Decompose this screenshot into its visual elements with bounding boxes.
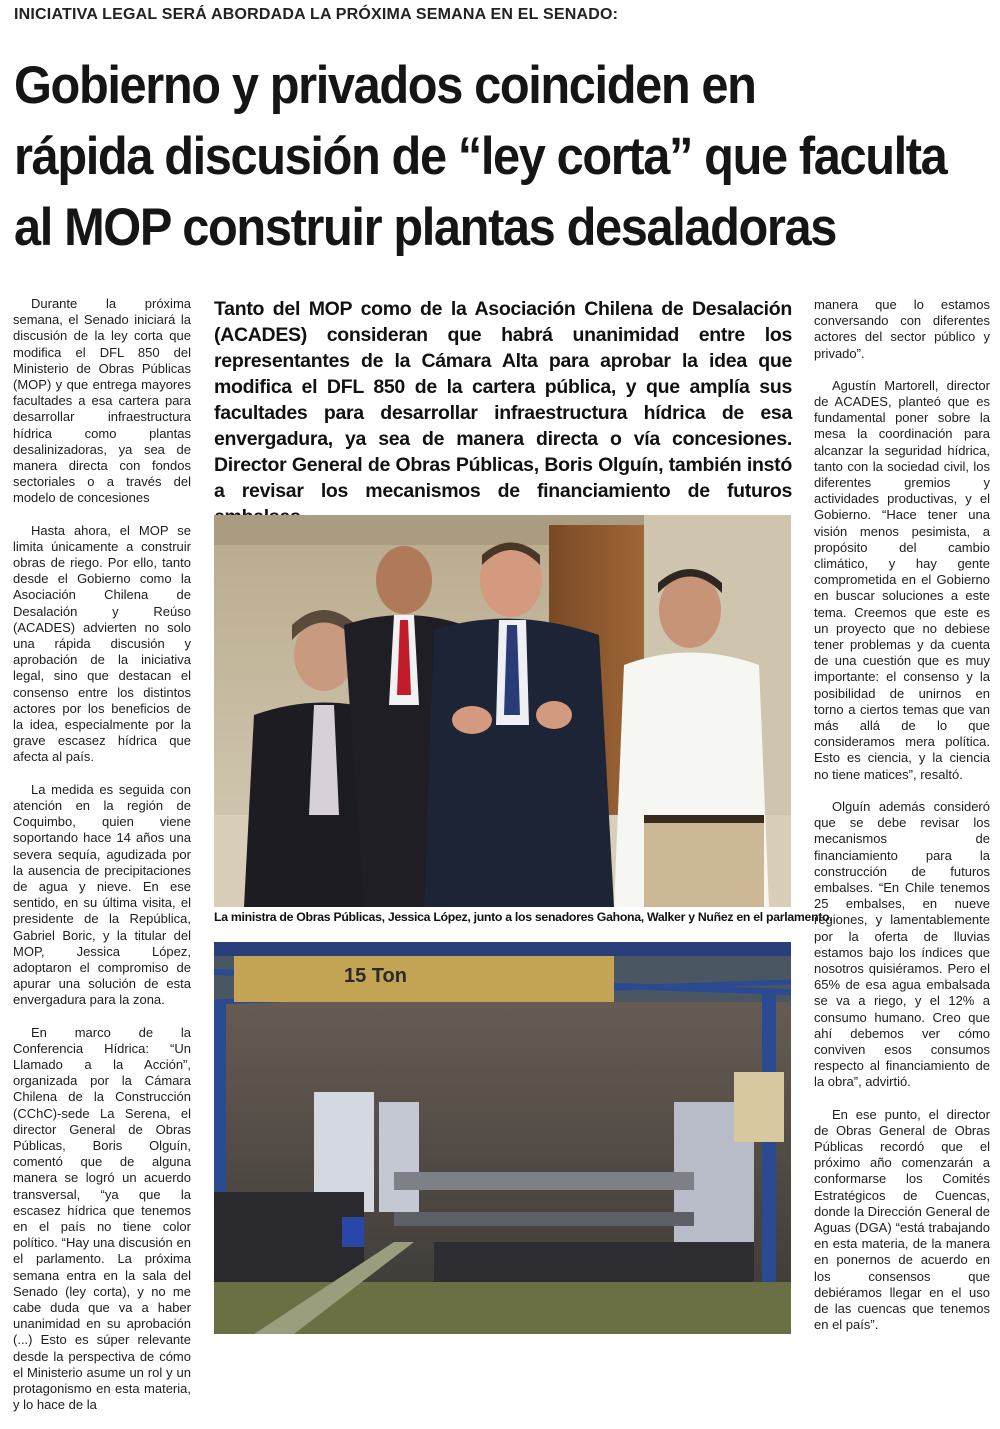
headline-line-3: al MOP construir plantas desaladoras <box>14 198 836 257</box>
right-paragraph-4: En ese punto, el director de Obras General de Obras Públicas recordó que el próximo año comenzarán a conformarse los Comités Estratégicos de Cuencas, donde la Dirección General de Aguas (DGA) “está trabajando en esta materia, de la manera en ponernos de acuerdo en los consensos que debiéramos llegar en el uso de las cuencas que tenemos en el país”. <box>814 1106 990 1333</box>
left-paragraph-2: Hasta ahora, el MOP se limita únicamente a construir obras de riego. Por ello, tanto desde el Gobierno como la Asociación Chilena de Desalación y Reúso (ACADES) advierten no solo una rápida discusión y aprobación de la iniciativa legal, sino que destacan el consenso entre los distintos actores por los beneficios de la idea, especialmente por la grave escasez hídrica que afecta al país. <box>13 522 191 765</box>
left-column <box>13 296 191 1429</box>
headline-line-2: rápida discusión de “ley corta” que faculta <box>14 127 947 186</box>
kicker: INICIATIVA LEGAL SERÁ ABORDADA LA PRÓXIMA SEMANA EN EL SENADO: <box>14 6 619 23</box>
headline-line-1: Gobierno y privados coinciden en <box>14 56 756 115</box>
right-column <box>814 297 990 1349</box>
left-paragraph-1: Durante la próxima semana, el Senado iniciará la discusión de la ley corta que modifica el DFL 850 del Ministerio de Obras Públicas (MOP) y que entrega mayores facultades a esa cartera para desarrollar infraestructura hídrica como plantas desalinizadoras, ya sea de manera directa con fondos sectoriales o a través del modelo de concesiones <box>13 296 191 506</box>
left-paragraph-3: La medida es seguida con atención en la región de Coquimbo, quien viene soportando hace 14 años una severa sequía, agudizada por la ausencia de precipitaciones de agua y nieve. En ese sentido, en su última visita, el presidente de la República, Gabriel Boric, y la titular del MOP, Jessica López, adoptaron el compromiso de apurar una solución de esta envergadura para la zona. <box>13 781 191 1008</box>
photo-caption: La ministra de Obras Públicas, Jessica López, junto a los senadores Gahona, Walker y Nuñez en el parlamento. <box>214 910 833 924</box>
left-paragraph-4: En marco de la Conferencia Hídrica: “Un Llamado a la Acción”, organizada por la Cámara Chilena de la Construcción (CChC)-sede La Serena, el director General de Obras Públicas, Boris Olguín, comentó que de alguna manera se logró un acuerdo transversal, “ya que la escasez hídrica que tenemos en el país no tiene color político. “Hay una discusión en el parlamento. La próxima semana entra en la sala del Senado (ley corta), y no me cabe duda que va a haber unanimidad en su aprobación (...) Esto es súper relevante desde la perspectiva de cómo el Ministerio asume un rol y un protagonismo en esta materia, y lo hace de la <box>13 1024 191 1413</box>
crane-label: 15 Ton <box>344 965 407 987</box>
photo-desalination-plant <box>214 942 791 1334</box>
right-paragraph-2: Agustín Martorell, director de ACADES, planteó que es fundamental poner sobre la mesa la coordinación para alcanzar la seguridad hídrica, tanto con la sociedad civil, los diferentes gremios y actividades productivas, y el Gobierno. “Hace tener una visión menos pesimista, a propósito del cambio climático, y hay gente comprometida en el Gobierno en buscar soluciones a este tema. Creemos que este es un proyecto que no debiese tener problemas y da cuenta de una cuestión que es muy importante: el consenso y la posibilidad de unirnos en torno a ciertos temas que van más allá de lo que consideramos mera política. Esto es ciencia, y la ciencia no tiene matices”, resaltó. <box>814 377 990 782</box>
headline <box>14 50 947 263</box>
right-paragraph-1: manera que lo estamos conversando con diferentes actores del sector público y privado”. <box>814 297 990 361</box>
right-paragraph-3: Olguín además consideró que se debe revisar los mecanismos de financiamiento para la construcción de futuros embalses. “En Chile tenemos 25 embalses, en nueve regiones, y lamentablemente por la oferta de lluvias estamos bajo los índices que nosotros quisiéramos. Pero el 65% de esa agua embalsada se va a riego, y el 12% a consumo humano. Creo que ahí debemos ver cómo conviven esos consumos respecto al financiamiento de la obra”, advirtió. <box>814 798 990 1090</box>
photo-ministers <box>214 515 791 907</box>
lead-paragraph: Tanto del MOP como de la Asociación Chilena de Desalación (ACADES) consideran que habrá unanimidad entre los representantes de la Cámara Alta para aprobar la idea que modifica el DFL 850 de la cartera pública, y que amplía sus facultades para desarrollar infraestructura hídrica de esa envergadura, ya sea de manera directa o vía concesiones. Director General de Obras Públicas, Boris Olguín, también instó a revisar los mecanismos de financiamiento de futuros <box>214 298 792 502</box>
